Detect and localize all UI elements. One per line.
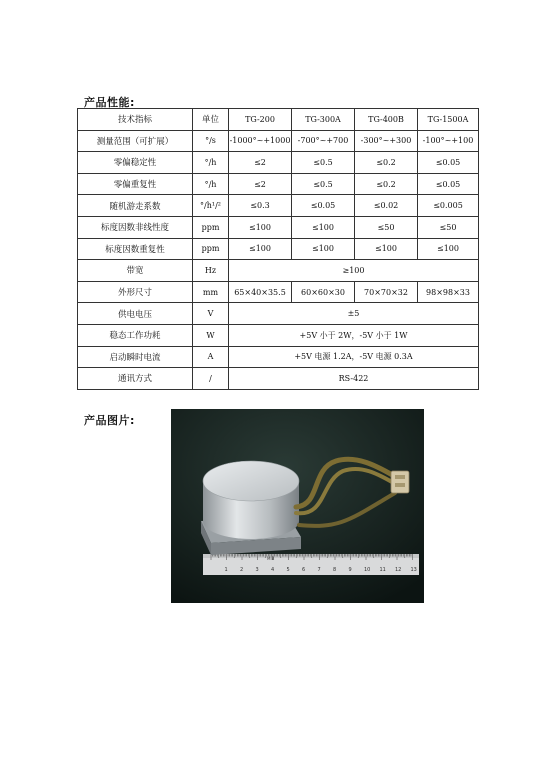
- spec-value-cell: ≤0.005: [418, 195, 479, 217]
- spec-value-cell: +5V 小于 2W，-5V 小于 1W: [229, 324, 479, 346]
- table-row: [78, 368, 479, 390]
- table-row: [78, 173, 479, 195]
- spec-name-cell: 启动瞬时电流: [78, 346, 193, 368]
- spec-value-cell: ≤0.02: [355, 195, 418, 217]
- ruler-number: 8: [333, 567, 337, 573]
- spec-value-cell: 70×70×32: [355, 281, 418, 303]
- ruler-number: 3: [255, 567, 259, 573]
- spec-value-cell: ≥100: [229, 260, 479, 282]
- spec-name-cell: 稳态工作功耗: [78, 324, 193, 346]
- ruler-number: 13: [410, 567, 417, 573]
- table-row: [78, 216, 479, 238]
- spec-value-cell: RS-422: [229, 368, 479, 390]
- section-title-photo: 产品图片:: [84, 414, 135, 427]
- header-cell: 单位: [193, 109, 229, 131]
- spec-unit-cell: mm: [193, 281, 229, 303]
- spec-unit-cell: ppm: [193, 216, 229, 238]
- ruler-label: MIB: [267, 556, 275, 561]
- ruler-number: 12: [395, 567, 402, 573]
- ruler-number: 6: [302, 567, 306, 573]
- table-header-row: [78, 109, 479, 131]
- ruler-number: 5: [286, 567, 290, 573]
- spec-name-cell: 零偏稳定性: [78, 152, 193, 174]
- spec-name-cell: 带宽: [78, 260, 193, 282]
- spec-table: [77, 108, 479, 390]
- spec-name-cell: 标度因数重复性: [78, 238, 193, 260]
- spec-unit-cell: °/h: [193, 152, 229, 174]
- ruler-number: 4: [271, 567, 275, 573]
- spec-unit-cell: °/h: [193, 173, 229, 195]
- spec-value-cell: ±5: [229, 303, 479, 325]
- gyroscope-image: [171, 409, 424, 603]
- table-row: [78, 152, 479, 174]
- spec-value-cell: ≤0.5: [292, 173, 355, 195]
- table-row: [78, 324, 479, 346]
- spec-value-cell: ≤0.3: [229, 195, 292, 217]
- spec-value-cell: ≤0.2: [355, 173, 418, 195]
- header-cell: TG-1500A: [418, 109, 479, 131]
- spec-value-cell: ≤2: [229, 152, 292, 174]
- header-cell: TG-300A: [292, 109, 355, 131]
- spec-unit-cell: A: [193, 346, 229, 368]
- header-cell: TG-400B: [355, 109, 418, 131]
- spec-unit-cell: W: [193, 324, 229, 346]
- spec-unit-cell: °/s: [193, 130, 229, 152]
- spec-value-cell: -100°~+100: [418, 130, 479, 152]
- spec-value-cell: -1000°~+1000: [229, 130, 292, 152]
- spec-value-cell: 60×60×30: [292, 281, 355, 303]
- table-row: [78, 346, 479, 368]
- spec-value-cell: ≤100: [229, 216, 292, 238]
- spec-value-cell: ≤0.2: [355, 152, 418, 174]
- spec-value-cell: ≤0.05: [292, 195, 355, 217]
- spec-value-cell: +5V 电源 1.2A，-5V 电源 0.3A: [229, 346, 479, 368]
- spec-value-cell: ≤100: [355, 238, 418, 260]
- table-row: [78, 130, 479, 152]
- spec-name-cell: 供电电压: [78, 303, 193, 325]
- section-title-performance: 产品性能:: [84, 96, 135, 109]
- header-cell: TG-200: [229, 109, 292, 131]
- table-row: [78, 303, 479, 325]
- spec-value-cell: ≤2: [229, 173, 292, 195]
- spec-name-cell: 零偏重复性: [78, 173, 193, 195]
- spec-value-cell: ≤100: [418, 238, 479, 260]
- ruler-number: 10: [364, 567, 371, 573]
- spec-unit-cell: V: [193, 303, 229, 325]
- spec-unit-cell: /: [193, 368, 229, 390]
- ruler-number: 7: [317, 567, 321, 573]
- ruler: [203, 554, 419, 575]
- spec-unit-cell: °/h¹/²: [193, 195, 229, 217]
- ruler-number: 2: [240, 567, 244, 573]
- header-cell: 技术指标: [78, 109, 193, 131]
- spec-value-cell: -300°~+300: [355, 130, 418, 152]
- spec-value-cell: ≤0.05: [418, 152, 479, 174]
- spec-unit-cell: Hz: [193, 260, 229, 282]
- spec-value-cell: ≤0.5: [292, 152, 355, 174]
- spec-name-cell: 外形尺寸: [78, 281, 193, 303]
- spec-name-cell: 标度因数非线性度: [78, 216, 193, 238]
- spec-name-cell: 随机游走系数: [78, 195, 193, 217]
- spec-unit-cell: ppm: [193, 238, 229, 260]
- table-row: [78, 281, 479, 303]
- ruler-number: 11: [379, 567, 386, 573]
- table-row: [78, 195, 479, 217]
- spec-value-cell: ≤50: [355, 216, 418, 238]
- spec-value-cell: 65×40×35.5: [229, 281, 292, 303]
- spec-value-cell: -700°~+700: [292, 130, 355, 152]
- table-row: [78, 238, 479, 260]
- spec-value-cell: ≤100: [292, 238, 355, 260]
- spec-name-cell: 通讯方式: [78, 368, 193, 390]
- spec-value-cell: ≤50: [418, 216, 479, 238]
- product-photo: [171, 409, 424, 603]
- ruler-number: 1: [224, 567, 228, 573]
- ruler-number: 9: [348, 567, 352, 573]
- table-row: [78, 260, 479, 282]
- spec-value-cell: ≤100: [292, 216, 355, 238]
- spec-value-cell: ≤0.05: [418, 173, 479, 195]
- spec-value-cell: 98×98×33: [418, 281, 479, 303]
- spec-name-cell: 测量范围（可扩展）: [78, 130, 193, 152]
- spec-value-cell: ≤100: [229, 238, 292, 260]
